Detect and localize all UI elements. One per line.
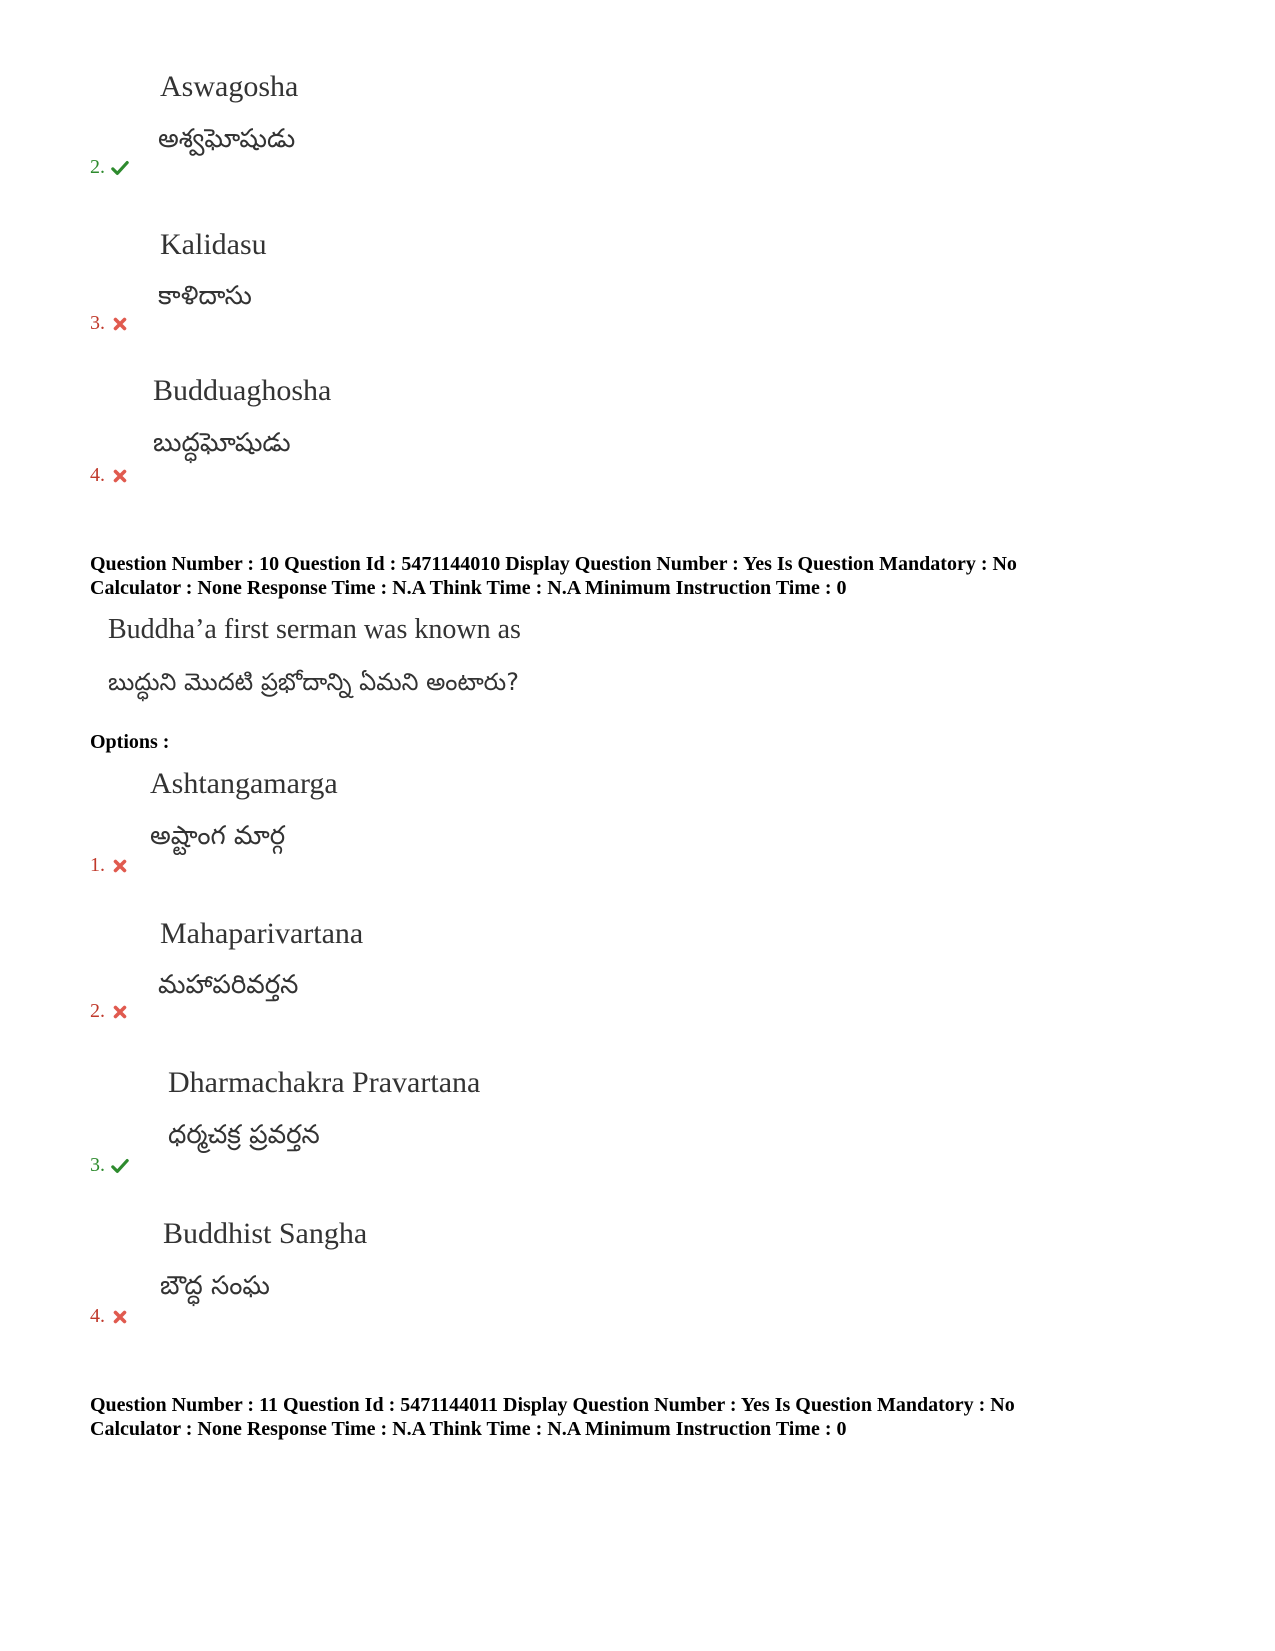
- option-number-label: 3.: [90, 1154, 105, 1176]
- option-text-telugu: కాళిదాసు: [158, 281, 252, 311]
- option-text-english: Aswagosha: [160, 70, 299, 103]
- option-text-english: Buddhist Sangha: [163, 1217, 368, 1250]
- options-label: Options :: [90, 731, 170, 753]
- option-text-telugu: అశ్వఘోషుడు: [158, 124, 296, 154]
- option-text-telugu: అష్టాంగ మార్గ: [150, 821, 286, 851]
- cross-icon: [111, 857, 129, 875]
- option-number-label: 3.: [90, 312, 105, 334]
- option-number-correct: [90, 1154, 129, 1177]
- cross-icon: [111, 1308, 129, 1326]
- option-text-english: Dharmachakra Pravartana: [168, 1066, 481, 1099]
- option-number-wrong: [90, 1305, 129, 1328]
- check-icon: [111, 159, 129, 177]
- check-icon: [111, 1157, 129, 1175]
- question-text-english: Buddha’a first serman was known as: [108, 614, 521, 645]
- option-number-label: 4.: [90, 1305, 105, 1327]
- option-text-telugu: మహాపరివర్తన: [158, 970, 299, 1000]
- cross-icon: [111, 315, 129, 333]
- option-text-telugu: బుద్ధఘోషుడు: [153, 428, 291, 458]
- option-number-label: 2.: [90, 156, 105, 178]
- cross-icon: [111, 1003, 129, 1021]
- option-text-english: Budduaghosha: [153, 374, 332, 407]
- question-meta-line-1: Question Number : 10 Question Id : 5471144010 Display Question Number : Yes Is Question Mandatory : No: [90, 553, 1017, 575]
- option-number-wrong: [90, 312, 129, 335]
- question-meta-line-2: Calculator : None Response Time : N.A Think Time : N.A Minimum Instruction Time : 0: [90, 577, 847, 599]
- question-meta-line-2: Calculator : None Response Time : N.A Think Time : N.A Minimum Instruction Time : 0: [90, 1418, 847, 1440]
- option-number-label: 1.: [90, 854, 105, 876]
- question-meta-line-1: Question Number : 11 Question Id : 5471144011 Display Question Number : Yes Is Question Mandatory : No: [90, 1394, 1015, 1416]
- option-text-english: Ashtangamarga: [150, 767, 338, 800]
- option-text-telugu: ధర్మచక్ర ప్రవర్తన: [168, 1120, 320, 1150]
- option-number-label: 2.: [90, 1000, 105, 1022]
- option-number-wrong: [90, 854, 129, 877]
- option-number-label: 4.: [90, 464, 105, 486]
- option-text-english: Kalidasu: [160, 228, 267, 261]
- option-number-wrong: [90, 1000, 129, 1023]
- option-text-english: Mahaparivartana: [160, 917, 364, 950]
- option-number-correct: [90, 156, 129, 179]
- option-text-telugu: బౌద్ధ సంఘ: [160, 1271, 270, 1301]
- question-text-telugu: బుద్ధుని మొదటి ప్రభోదాన్ని ఏమని అంటారు?: [108, 668, 519, 696]
- cross-icon: [111, 467, 129, 485]
- option-number-wrong: [90, 464, 129, 487]
